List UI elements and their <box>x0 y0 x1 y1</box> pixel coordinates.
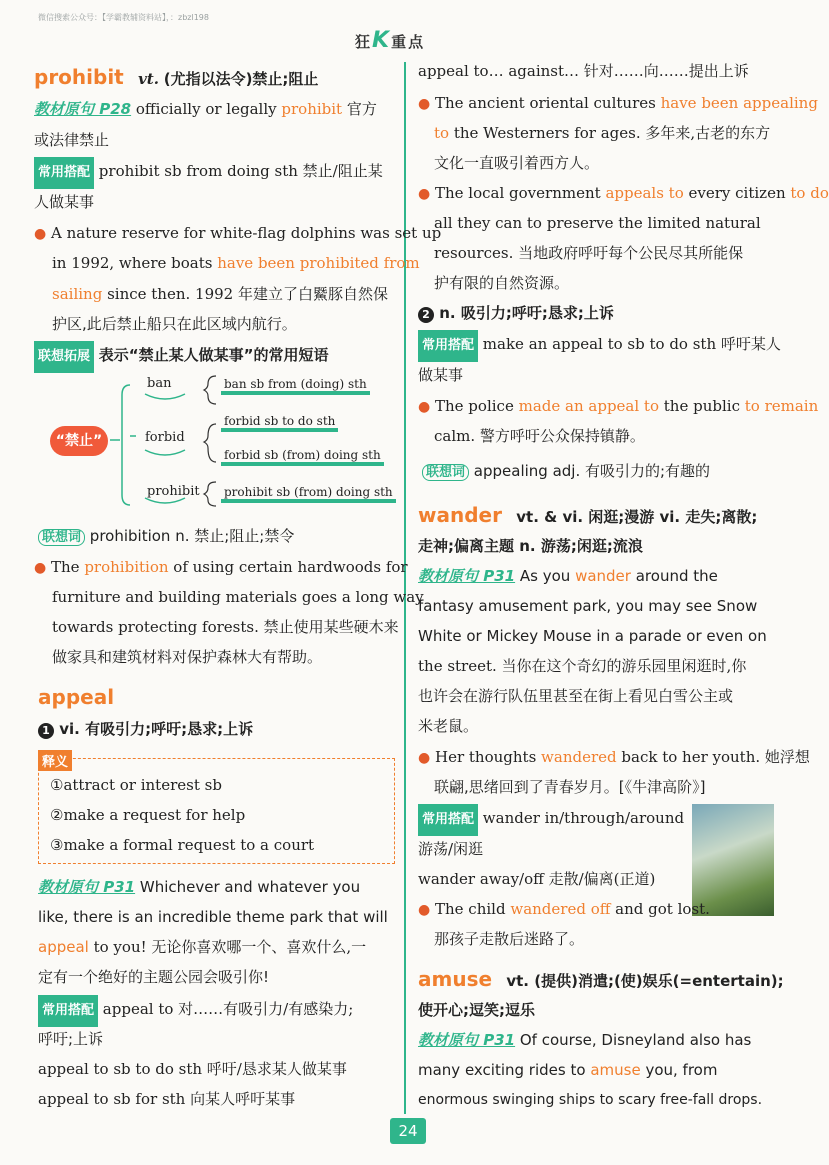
sentence-text: the street. 当你在这个奇幻的游乐园里闲逛时,你 <box>418 657 747 675</box>
highlight-text: have been appealing <box>660 94 818 112</box>
example-text: The police <box>435 397 514 415</box>
sentence-text: fantasy amusement park, you may see Snow <box>418 597 758 615</box>
example-text: The ancient oriental cultures <box>435 94 656 112</box>
example-line: resources. 当地政府呼吁每个公民尽其所能保 <box>434 244 744 262</box>
sentence-cn: 米老鼠。 <box>418 717 479 735</box>
example-cn: 联翩,思绪回到了青春岁月。[《牛津高阶》] <box>434 778 706 796</box>
example-text: A nature reserve for white-flag dolphins was set up <box>51 224 442 242</box>
definition-label: 释义 <box>38 750 72 771</box>
sense-number: 2 <box>418 307 434 323</box>
source-sentence <box>418 1025 751 1055</box>
collocation-text: appeal to 对……有吸引力/有感染力; <box>102 1000 354 1018</box>
example-cn: 护区,此后禁止船只在此区域内航行。 <box>52 315 297 333</box>
collocation-text: appeal to sb to do sth 呼吁/恳求某人做某事 <box>38 1060 347 1078</box>
headword-prohibit: prohibit <box>34 65 124 89</box>
collocation-text: 做某事 <box>418 366 464 384</box>
headword-appeal: appeal <box>38 685 115 709</box>
highlight-text: prohibition <box>84 558 169 576</box>
sentence-cn: 或法律禁止 <box>34 131 110 149</box>
sense-text: n. 吸引力;呼吁;恳求;上诉 <box>439 304 614 322</box>
example-text: The <box>51 558 80 576</box>
highlight-text: wandered <box>541 748 617 766</box>
source-tag: 教材原句 P31 <box>38 878 136 896</box>
example-sentence: ● Her thoughts wandered back to her youth. 她浮想 <box>418 748 810 766</box>
sense-text: vi. 有吸引力;呼吁;恳求;上诉 <box>59 720 254 738</box>
highlight-text: wander <box>575 567 631 585</box>
entry-amuse-headword <box>418 964 784 996</box>
example-line: calm. 警方呼吁公众保持镇静。 <box>434 427 645 445</box>
logo-suffix: 重点 <box>391 33 426 51</box>
association-tag: 联想词 <box>38 529 85 546</box>
example-cn: 那孩子走散后迷路了。 <box>434 930 585 948</box>
sentence-text: Whichever and whatever you <box>139 878 361 896</box>
example-cn: 文化一直吸引着西方人。 <box>434 154 600 172</box>
collocation-tag: 常用搭配 <box>38 995 98 1027</box>
sense-number: 1 <box>38 723 54 739</box>
extension-heading <box>34 340 329 373</box>
example-line: furniture and building materials goes a long way <box>52 588 424 606</box>
highlight-text: to do <box>790 184 829 202</box>
sentence-text: 官方 <box>346 100 377 118</box>
logo-prefix: 狂 <box>355 33 373 51</box>
highlight-text: appeal <box>38 938 89 956</box>
collocation-text: 游荡/闲逛 <box>418 840 484 858</box>
example-sentence: ● The prohibition of using certain hardwoods for <box>34 558 408 576</box>
example-text: every citizen <box>688 184 786 202</box>
highlight-text: have been prohibited from <box>217 254 420 272</box>
collocation <box>38 994 353 1027</box>
branch-label: prohibit <box>147 484 200 499</box>
highlight-text: to remain <box>744 397 819 415</box>
phrase-chip: prohibit sb (from) doing sth <box>221 485 396 503</box>
highlight-text: appeals to <box>605 184 684 202</box>
sentence-line <box>418 1055 717 1085</box>
example-cn: 做家具和建筑材料对保护森林大有帮助。 <box>52 648 323 666</box>
collocation <box>418 329 781 362</box>
collocation <box>34 156 383 189</box>
sentence-text: Of course, Disneyland also has <box>519 1031 752 1049</box>
extension-tag: 联想拓展 <box>34 341 94 373</box>
collocation-text: wander in/through/around <box>482 809 685 827</box>
highlight-text: sailing <box>52 285 103 303</box>
example-cn: 护有限的自然资源。 <box>434 274 570 292</box>
entry-appeal-headword <box>38 682 114 714</box>
highlight-text: to <box>434 124 450 142</box>
source-sentence <box>418 561 718 591</box>
example-text: back to her youth. 她浮想 <box>621 748 810 766</box>
example-line <box>434 118 770 148</box>
sentence-text: like, there is an incredible theme park that will <box>38 908 388 926</box>
sentence-text: officially or legally <box>135 100 277 118</box>
meaning-text: 使开心;逗笑;逗乐 <box>418 1001 535 1019</box>
sentence-cn: 也许会在游行队伍里甚至在街上看见白雪公主或 <box>418 687 734 705</box>
collocation-text: wander away/off 走散/偏离(正道) <box>418 870 656 888</box>
collocation-tag: 常用搭配 <box>34 157 94 189</box>
source-tag: 教材原句 P28 <box>34 100 132 118</box>
highlight-text: wandered off <box>510 900 611 918</box>
example-line <box>52 248 420 278</box>
sentence-text: many exciting rides to <box>418 1061 586 1079</box>
collocation-tag: 常用搭配 <box>418 330 478 362</box>
branch-label: forbid <box>145 430 185 445</box>
example-line <box>52 279 388 309</box>
example-text: the public <box>663 397 740 415</box>
logo-k: K <box>372 28 392 53</box>
sentence-cn: 定有一个绝好的主题公园会吸引你! <box>38 968 270 986</box>
sentence-text: White or Mickey Mouse in a parade or even on <box>418 627 767 645</box>
association <box>422 456 710 488</box>
branch-label: ban <box>147 376 172 391</box>
collocation-text: 人做某事 <box>34 193 95 211</box>
example-sentence: ● The police made an appeal to the public to remain <box>418 397 819 415</box>
sense-heading <box>418 298 614 328</box>
page-header-logo <box>355 28 425 53</box>
association-text: appealing adj. 有吸引力的;有趣的 <box>473 462 711 480</box>
meaning-text: vt. (提供)消遣;(使)娱乐(=entertain); <box>506 972 784 990</box>
collocation-text: appeal to sb for sth 向某人呼吁某事 <box>38 1090 296 1108</box>
center-node: “禁止” <box>50 426 108 456</box>
sentence-text: to you! 无论你喜欢哪一个、喜欢什么,一 <box>93 938 367 956</box>
sense-heading <box>38 714 253 744</box>
sentence-text: you, from <box>645 1061 718 1079</box>
example-text: in 1992, where boats <box>52 254 213 272</box>
highlight-text: amuse <box>590 1061 641 1079</box>
collocation-text: prohibit sb from doing sth 禁止/阻止某 <box>98 162 383 180</box>
example-text: of using certain hardwoods for <box>173 558 408 576</box>
highlight-text: prohibit <box>281 100 343 118</box>
definition-item: ②make a request for help <box>50 806 246 824</box>
source-tag: 教材原句 P31 <box>418 1031 516 1049</box>
pos-label: vt. <box>138 70 159 88</box>
phrase-chip: forbid sb (from) doing sth <box>221 448 384 466</box>
example-sentence: ● A nature reserve for white-flag dolphins was set up <box>34 224 442 242</box>
collocation-text: 呼吁;上诉 <box>38 1030 104 1048</box>
example-sentence: ● The child wandered off and got lost. <box>418 900 710 918</box>
highlight-text: made an appeal to <box>518 397 659 415</box>
collocation-text: appeal to… against… 针对……向……提出上诉 <box>418 62 749 80</box>
example-sentence: ● The local government appeals to every citizen to do <box>418 184 829 202</box>
definition-item: ③make a formal request to a court <box>50 836 315 854</box>
extension-title: 表示“禁止某人做某事”的常用短语 <box>98 346 329 364</box>
sentence-line <box>38 932 366 962</box>
example-text: the Westerners for ages. 多年来,古老的东方 <box>453 124 771 142</box>
collocation-tag: 常用搭配 <box>418 804 478 836</box>
example-line: towards protecting forests. 禁止使用某些硬木来 <box>52 618 399 636</box>
example-sentence: ● The ancient oriental cultures have been appealing <box>418 94 818 112</box>
meaning-text: vt. & vi. 闲逛;漫游 vi. 走失;离散; <box>516 508 758 526</box>
example-text: since then. 1992 年建立了白鱀豚自然保 <box>107 285 388 303</box>
sentence-text: As you <box>519 567 571 585</box>
phrase-chip: ban sb from (doing) sth <box>221 377 370 395</box>
example-line: all they can to preserve the limited natural <box>434 214 761 232</box>
headword-wander: wander <box>418 503 502 527</box>
example-text: Her thoughts <box>435 748 537 766</box>
page-number: 24 <box>390 1118 426 1144</box>
source-sentence <box>38 872 360 902</box>
association-tag: 联想词 <box>422 464 469 481</box>
phrase-chip: forbid sb to do sth <box>221 414 338 432</box>
source-tag: 教材原句 P31 <box>418 567 516 585</box>
entry-wander-headword <box>418 500 757 532</box>
collocation <box>418 803 684 836</box>
meaning-text: 走神;偏离主题 n. 游荡;闲逛;流浪 <box>418 537 643 555</box>
collocation-text: make an appeal to sb to do sth 呼吁某人 <box>482 335 781 353</box>
entry-prohibit-headword <box>34 62 318 94</box>
definition-item: ①attract or interest sb <box>50 776 222 794</box>
sentence-text: enormous swinging ships to scary free-fall drops. <box>418 1092 763 1108</box>
headword-amuse: amuse <box>418 967 493 991</box>
example-text: and got lost. <box>615 900 710 918</box>
sentence-text: around the <box>635 567 718 585</box>
source-line: 微信搜索公众号：【学霸教辅资料站】，：zbzl198 <box>38 13 209 22</box>
example-text: The child <box>435 900 506 918</box>
association-text: prohibition n. 禁止;阻止;禁令 <box>89 527 295 545</box>
source-sentence <box>34 94 377 124</box>
meaning-text: (尤指以法令)禁止;阻止 <box>163 70 319 88</box>
association <box>38 521 294 553</box>
example-text: The local government <box>435 184 601 202</box>
